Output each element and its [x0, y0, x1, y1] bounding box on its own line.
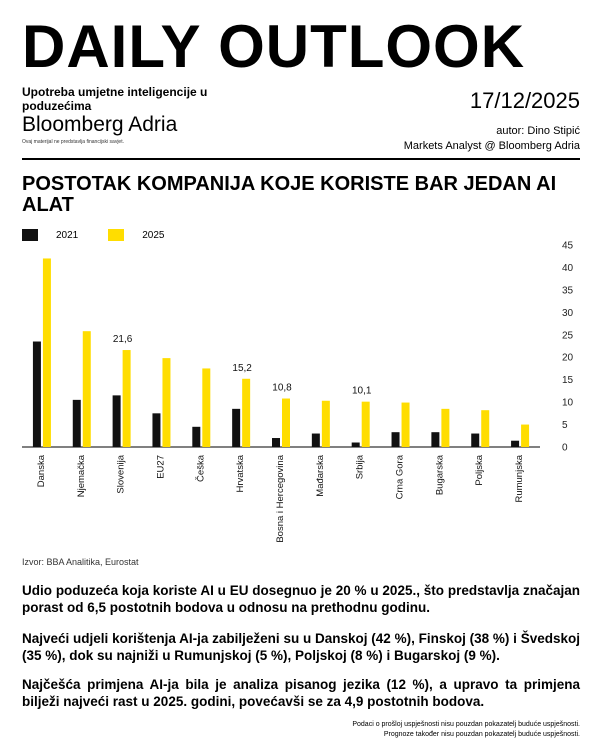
- summary-paragraph-3: Najčešća primjena AI-ja bila je analiza pisanog jezika (12 %), a upravo ta primjena bilježi najveći rast u 2025. godini, povećavši se za 4,9 postotnih bodova.: [22, 677, 580, 709]
- bar-2025: [322, 401, 330, 447]
- bar-2021: [511, 441, 519, 447]
- author-role: Markets Analyst @ Bloomberg Adria: [403, 140, 580, 152]
- bar-2025: [521, 425, 529, 447]
- summary-paragraph-2: Najveći udjeli korištenja AI-ja zabilježeni su u Danskoj (42 %), Finskoj (38 %) i Švedskoj (35 %), dok su najniži u Rumunjskoj (5 %), Poljskoj (8 %) i Bugarskoj (9 %).: [22, 631, 580, 663]
- bar-2021: [272, 438, 280, 447]
- bar-2025: [43, 258, 51, 447]
- legend-label-2021: 2021: [56, 229, 79, 241]
- report-subtitle: Upotreba umjetne inteligencije u poduzećima: [22, 85, 208, 113]
- footer-line-1: Podaci o prošloj uspješnosti nisu pouzdan pokazatelj buduće uspješnosti.: [352, 721, 580, 728]
- y-tick-label: 30: [562, 307, 574, 319]
- y-tick-label: 25: [562, 330, 574, 342]
- masthead-title: DAILY OUTLOOK: [22, 13, 526, 80]
- category-label: Crna Gora: [394, 455, 406, 500]
- author-name: autor: Dino Stipić: [496, 125, 580, 137]
- y-tick-label: 40: [562, 262, 574, 274]
- bar-2021: [152, 413, 160, 447]
- category-label: Srbija: [354, 455, 366, 480]
- bar-2025: [481, 410, 489, 447]
- bar-2025: [362, 402, 370, 447]
- bar-2025: [202, 368, 210, 447]
- bar-2025: [242, 379, 250, 447]
- bar-2021: [312, 434, 320, 447]
- bar-2025: [83, 331, 91, 447]
- category-label: Poljska: [474, 455, 486, 486]
- category-label: Bosna i Hercegovina: [275, 455, 286, 543]
- y-tick-label: 5: [562, 420, 568, 432]
- y-tick-label: 35: [562, 285, 574, 297]
- category-label: Mađarska: [314, 455, 326, 497]
- header-divider: [22, 158, 580, 160]
- bar-2025: [123, 350, 131, 447]
- data-label: 10,8: [272, 382, 292, 394]
- bar-2021: [471, 434, 479, 447]
- bar-2025: [402, 403, 410, 447]
- y-tick-label: 0: [562, 442, 568, 454]
- bar-2021: [73, 400, 81, 447]
- bar-2025: [441, 409, 449, 447]
- bar-2021: [33, 342, 41, 447]
- chart-source: Izvor: BBA Analitika, Eurostat: [22, 557, 139, 567]
- bar-2021: [431, 432, 439, 447]
- category-label: EU27: [155, 455, 167, 479]
- brand-logo: Bloomberg Adria: [22, 113, 178, 136]
- bar-2025: [162, 358, 170, 447]
- report-date: 17/12/2025: [469, 88, 580, 113]
- data-label: 15,2: [232, 362, 252, 374]
- bar-chart: [0, 235, 600, 555]
- category-label: Rumunjska: [514, 455, 526, 503]
- bar-2021: [232, 409, 240, 447]
- y-tick-label: 15: [562, 375, 574, 387]
- bar-2021: [113, 395, 121, 447]
- category-label: Slovenija: [115, 455, 127, 494]
- small-disclaimer: Ovaj materijal ne predstavlja financijski savjet.: [22, 139, 124, 145]
- category-label: Češka: [195, 455, 207, 482]
- legend-label-2025: 2025: [142, 229, 165, 241]
- category-label: Danska: [35, 455, 47, 488]
- bar-2021: [192, 427, 200, 447]
- summary-paragraph-1: Udio poduzeća koja koriste AI u EU dosegnuo je 20 % u 2025., što predstavlja značajan porast od 6,5 postotnih bodova u odnosu na prethodnu godinu.: [22, 583, 580, 615]
- bar-2021: [392, 432, 400, 447]
- y-tick-label: 20: [562, 352, 574, 364]
- y-tick-label: 45: [562, 240, 574, 252]
- bar-2021: [352, 443, 360, 447]
- y-tick-label: 10: [562, 397, 574, 409]
- footer-line-2: Prognoze također nisu pouzdan pokazatelj buduće uspješnosti.: [383, 731, 580, 738]
- category-label: Bugarska: [434, 455, 446, 496]
- footer-disclaimer: [352, 720, 580, 740]
- author-block: [404, 124, 580, 154]
- bar-2025: [282, 399, 290, 447]
- chart-title: POSTOTAK KOMPANIJA KOJE KORISTE BAR JEDAN AI ALAT: [22, 173, 557, 216]
- data-label: 10,1: [351, 385, 372, 397]
- category-label: Njemačka: [75, 455, 87, 498]
- data-label: 21,6: [112, 334, 133, 346]
- category-label: Hrvatska: [235, 455, 247, 493]
